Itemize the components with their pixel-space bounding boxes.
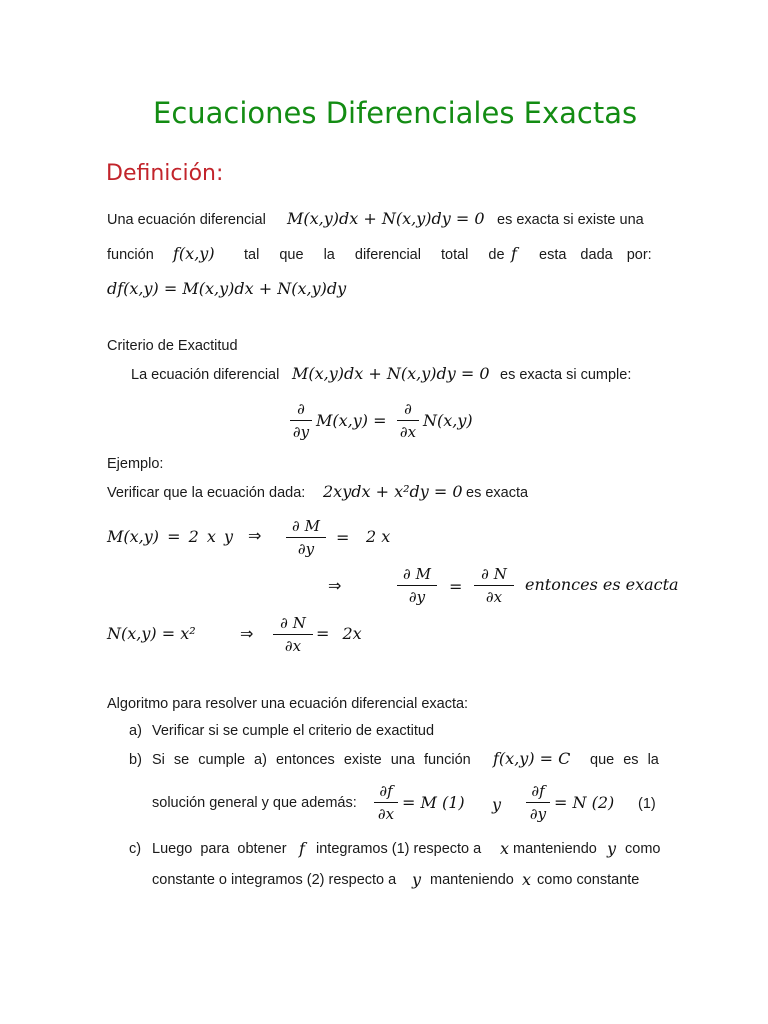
definition-heading: Definición: (106, 161, 224, 186)
example-eq-2: = (449, 577, 463, 596)
example-dn-value: = 2x (316, 624, 362, 643)
definition-line2-f: f (511, 244, 517, 263)
algorithm-c-label: c) (129, 841, 142, 857)
criterion-text-b: es exacta si cumple: (500, 367, 632, 383)
algorithm-c-text4: como (625, 841, 661, 857)
algorithm-c-text3: manteniendo (513, 841, 597, 857)
criterion-heading: Criterio de Exactitud (107, 338, 238, 354)
algorithm-a-text: Verificar si se cumple el criterio de exactitud (152, 723, 435, 739)
example-verify-math: 2xydx + x²dy = 0 (323, 482, 463, 501)
algorithm-c-text2: integramos (1) respecto a (316, 841, 482, 857)
algorithm-c-text7: como constante (537, 872, 640, 888)
algorithm-a-label: a) (129, 723, 142, 739)
example-m-definition: M(x,y) = 2 x y (107, 527, 234, 546)
criterion-mid: M(x,y) = (316, 411, 387, 430)
implies-arrow-1: ⇒ (248, 526, 262, 545)
definition-line2-text-b: tal que la diferencial total de (244, 247, 505, 263)
example-dn-dx-fraction: ∂ N ∂x (273, 614, 313, 655)
algorithm-b-label: b) (129, 752, 142, 768)
criterion-math: M(x,y)dx + N(x,y)dy = 0 (292, 364, 490, 383)
algorithm-c-y: y (607, 839, 617, 858)
criterion-fraction-dx: ∂ ∂x (397, 400, 419, 441)
definition-line1-text-b: es exacta si existe una (497, 212, 644, 228)
algorithm-b-ref: (1) (638, 796, 656, 812)
criterion-end: N(x,y) (423, 411, 473, 430)
algorithm-eq-m: = M (1) (402, 793, 465, 812)
example-dm-dy-fraction: ∂ M ∂y (286, 517, 326, 558)
algorithm-c-y2: y (412, 870, 422, 889)
definition-line2-text-c: esta dada por: (539, 247, 652, 263)
algorithm-b-text3: solución general y que además: (152, 795, 357, 811)
algorithm-b-math: f(x,y) = C (493, 749, 571, 768)
algorithm-heading: Algoritmo para resolver una ecuación diferencial exacta: (107, 696, 469, 712)
algorithm-df-dy-fraction: ∂f ∂y (526, 782, 550, 823)
criterion-fraction-dy: ∂ ∂y (290, 400, 312, 441)
definition-line2-text-a: función (107, 247, 154, 263)
example-n-definition: N(x,y) = x² (107, 624, 196, 643)
algorithm-b-text1: Si se cumple a) entonces existe una función (152, 752, 471, 768)
example-dm-value: 2 x (366, 527, 391, 546)
example-eq-1: = (336, 528, 350, 547)
algorithm-c-text5: constante o integramos (2) respecto a (152, 872, 397, 888)
page-title: Ecuaciones Diferenciales Exactas (153, 96, 638, 130)
example-heading: Ejemplo: (107, 456, 164, 472)
example-dn-dx-fraction-2: ∂ N ∂x (474, 565, 514, 606)
algorithm-c-f: f (299, 839, 305, 858)
definition-line2-math: f(x,y) (173, 244, 215, 263)
algorithm-c-x: x (500, 839, 510, 858)
algorithm-b-text2: que es la (590, 752, 659, 768)
criterion-text-a: La ecuación diferencial (131, 367, 280, 383)
algorithm-c-x2: x (522, 870, 532, 889)
implies-arrow-3: ⇒ (240, 624, 254, 643)
algorithm-y-connector: y (492, 795, 502, 814)
implies-arrow-2: ⇒ (328, 576, 342, 595)
example-conclusion: entonces es exacta (525, 575, 679, 594)
definition-line1-math: M(x,y)dx + N(x,y)dy = 0 (287, 209, 485, 228)
algorithm-c-text6: manteniendo (430, 872, 514, 888)
definition-line1-text-a: Una ecuación diferencial (107, 212, 266, 228)
algorithm-c-text1: Luego para obtener (152, 841, 287, 857)
example-dm-dy-fraction-2: ∂ M ∂y (397, 565, 437, 606)
algorithm-eq-n: = N (2) (554, 793, 615, 812)
example-verify-text: Verificar que la ecuación dada: (107, 485, 306, 501)
definition-line3-math: df(x,y) = M(x,y)dx + N(x,y)dy (107, 279, 347, 298)
example-verify-end: es exacta (466, 485, 529, 501)
algorithm-df-dx-fraction: ∂f ∂x (374, 782, 398, 823)
